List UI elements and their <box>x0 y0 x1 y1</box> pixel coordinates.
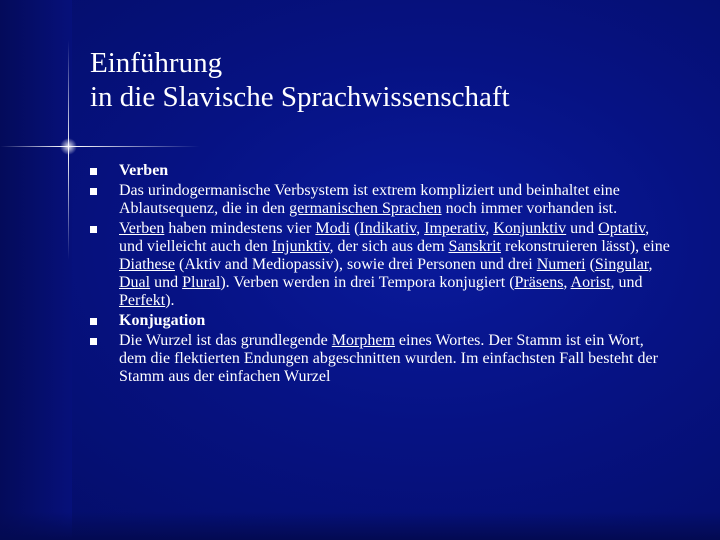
bullet-text: Das urindogermanische Verbsystem ist extrem kompliziert und beinhaltet eine Ablautsequenz, die in den <box>119 182 620 217</box>
bullet-list <box>90 162 670 388</box>
cross-horizontal-line <box>0 146 200 147</box>
bullet-text: ( <box>350 220 360 237</box>
square-bullet-icon <box>90 338 97 345</box>
link-injunktiv[interactable]: Injunktiv <box>271 238 330 255</box>
slide-title-line-1: Einführung <box>90 47 223 79</box>
bullet-text: noch immer vorhanden ist. <box>441 200 618 217</box>
link-diathese[interactable]: Diathese <box>119 256 175 273</box>
bullet-item-konjugation-heading <box>90 312 670 330</box>
bullet-item-wurzel <box>90 332 670 386</box>
bullet-text: , <box>416 220 425 237</box>
bullet-text: ). Verben werden in drei Tempora konjugiert ( <box>220 274 515 291</box>
bullet-text: eines Wortes. Der Stamm ist ein Wort, dem die flektierten Endungen abgeschnitten wurden. Im einfachsten Fall besteht der Stamm aus der einfachen Wurzel <box>119 332 658 385</box>
bullet-text: , der sich aus dem <box>329 238 449 255</box>
link-sanskrit[interactable]: Sanskrit <box>448 238 501 255</box>
link-konjunktiv[interactable]: Konjunktiv <box>493 220 567 237</box>
link-imperativ[interactable]: Imperativ <box>424 220 486 237</box>
left-background-band <box>0 0 72 540</box>
bullet-text: , <box>563 274 571 291</box>
link-verben[interactable]: Verben <box>119 220 165 237</box>
bullet-text: ( <box>585 256 595 273</box>
square-bullet-icon <box>90 168 97 175</box>
bullet-item-verben-heading <box>90 162 670 180</box>
bullet-text: Die Wurzel ist das grundlegende <box>119 332 332 349</box>
bullet-text: , und vielleicht auch den <box>119 220 650 255</box>
link-aorist[interactable]: Aorist <box>570 274 611 291</box>
link-numeri[interactable]: Numeri <box>536 256 586 273</box>
bullet-text: rekonstruieren lässt), eine <box>501 238 670 255</box>
slide-title-line-2: in die Slavische Sprachwissenschaft <box>90 81 510 113</box>
link-singular[interactable]: Singular <box>594 256 649 273</box>
square-bullet-icon <box>90 188 97 195</box>
bullet-text: und <box>150 274 183 291</box>
link-perfekt[interactable]: Perfekt <box>119 292 166 309</box>
bullet-text: und <box>566 220 599 237</box>
bullet-text: ). <box>165 292 175 309</box>
link-morphem[interactable]: Morphem <box>331 332 395 349</box>
bullet-text: , <box>485 220 494 237</box>
bullet-text: haben mindestens vier <box>164 220 316 237</box>
slide-title <box>90 46 510 114</box>
square-bullet-icon <box>90 318 97 325</box>
bullet-text: , <box>648 256 653 273</box>
bullet-heading: Verben <box>119 162 169 179</box>
link-plural[interactable]: Plural <box>182 274 221 291</box>
link-indikativ[interactable]: Indikativ <box>359 220 417 237</box>
bullet-heading: Konjugation <box>119 312 206 329</box>
bullet-text: (Aktiv and Mediopassiv), sowie drei Personen und drei <box>174 256 537 273</box>
bullet-text: , und <box>610 274 643 291</box>
bullet-item-verbsystem <box>90 182 670 218</box>
square-bullet-icon <box>90 226 97 233</box>
link-praesens[interactable]: Präsens <box>514 274 564 291</box>
bullet-item-modi <box>90 220 670 310</box>
link-dual[interactable]: Dual <box>119 274 151 291</box>
cross-glow <box>60 138 77 155</box>
link-modi[interactable]: Modi <box>315 220 351 237</box>
link-germanische-sprachen[interactable]: germanischen Sprachen <box>289 200 442 217</box>
link-optativ[interactable]: Optativ <box>598 220 646 237</box>
bottom-background-band <box>0 512 720 540</box>
